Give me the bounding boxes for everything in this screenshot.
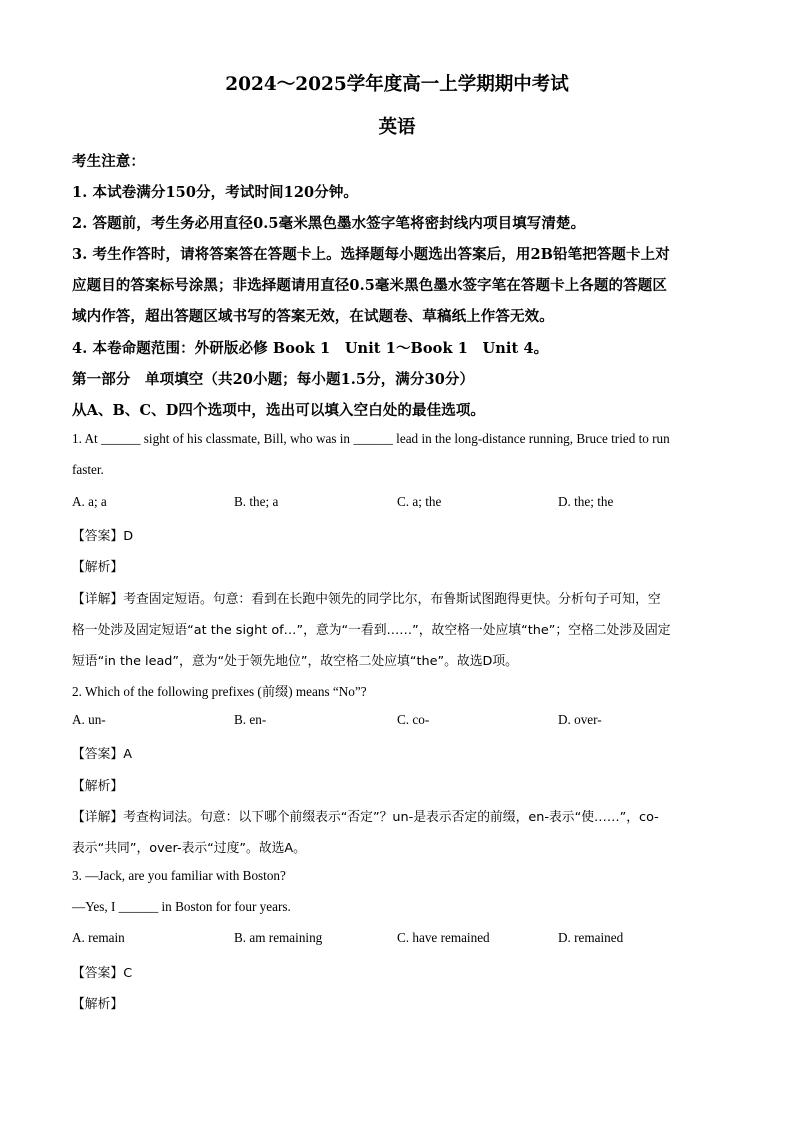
detail-text: 【详解】考查固定短语。句意：看到在长跑中领先的同学比尔，布鲁斯试图跑得更快。分析句子可知，空 <box>72 592 661 607</box>
option-c: C. a; the <box>397 494 442 509</box>
option-b: B. the; a <box>234 494 279 509</box>
analysis-label: 【解析】 <box>72 560 124 575</box>
option-d: D. over- <box>558 712 602 727</box>
notice-item: 应题目的答案标号涂黑；非选择题请用直径0.5毫米黑色墨水签字笔在答题卡上各题的答题区 <box>72 277 667 294</box>
detail-text: 【详解】考查构词法。句意：以下哪个前缀表示“否定”？un-是表示否定的前缀，en-表示“使……”，co- <box>72 810 659 825</box>
question-stem: —Yes, I ______ in Boston for four years. <box>72 899 291 914</box>
notice-item: 3. 考生作答时，请将答案答在答题卡上。选择题每小题选出答案后，用2B铅笔把答题卡上对 <box>72 246 670 263</box>
option-d: D. remained <box>558 930 624 945</box>
option-b: B. am remaining <box>234 930 323 945</box>
option-a: A. un- <box>72 712 106 727</box>
section-heading: 第一部分 单项填空（共20小题；每小题1.5分，满分30分） <box>72 371 475 388</box>
notice-item: 1. 本试卷满分150分，考试时间120分钟。 <box>72 184 359 201</box>
notice-heading: 考生注意： <box>72 153 145 170</box>
section-instruction: 从A、B、C、D四个选项中，选出可以填入空白处的最佳选项。 <box>72 402 486 419</box>
option-c: C. have remained <box>397 930 490 945</box>
option-a: A. remain <box>72 930 125 945</box>
answer-label: 【答案】A <box>72 747 132 762</box>
question-stem: 1. At ______ sight of his classmate, Bill, who was in ______ lead in the long-distance running, Bruce tried to run <box>72 431 670 446</box>
detail-text: 表示“共同”，over-表示“过度”。故选A。 <box>72 841 306 856</box>
analysis-label: 【解析】 <box>72 779 124 794</box>
subject-title: 英语 <box>378 117 416 138</box>
analysis-label: 【解析】 <box>72 997 124 1012</box>
option-b: B. en- <box>234 712 267 727</box>
answer-label: 【答案】D <box>72 529 134 544</box>
exam-title: 2024～2025学年度高一上学期期中考试 <box>225 74 569 95</box>
question-stem: faster. <box>72 462 104 477</box>
detail-text: 短语“in the lead”，意为“处于领先地位”，故空格二处应填“the”。故选D项。 <box>72 654 518 669</box>
question-stem: 3. —Jack, are you familiar with Boston? <box>72 868 286 883</box>
notice-item: 域内作答，超出答题区域书写的答案无效，在试题卷、草稿纸上作答无效。 <box>72 308 554 325</box>
option-c: C. co- <box>397 712 430 727</box>
detail-text: 格一处涉及固定短语“at the sight of…”，意为“一看到……”，故空格一处应填“the”；空格二处涉及固定 <box>72 623 671 638</box>
question-stem: 2. Which of the following prefixes (前缀) means “No”? <box>72 684 367 699</box>
answer-label: 【答案】C <box>72 966 133 981</box>
option-a: A. a; a <box>72 494 107 509</box>
notice-item: 2. 答题前，考生务必用直径0.5毫米黑色墨水签字笔将密封线内项目填写清楚。 <box>72 215 586 232</box>
notice-item: 4. 本卷命题范围：外研版必修 Book 1 Unit 1～Book 1 Unit 4。 <box>72 340 549 357</box>
option-d: D. the; the <box>558 494 614 509</box>
